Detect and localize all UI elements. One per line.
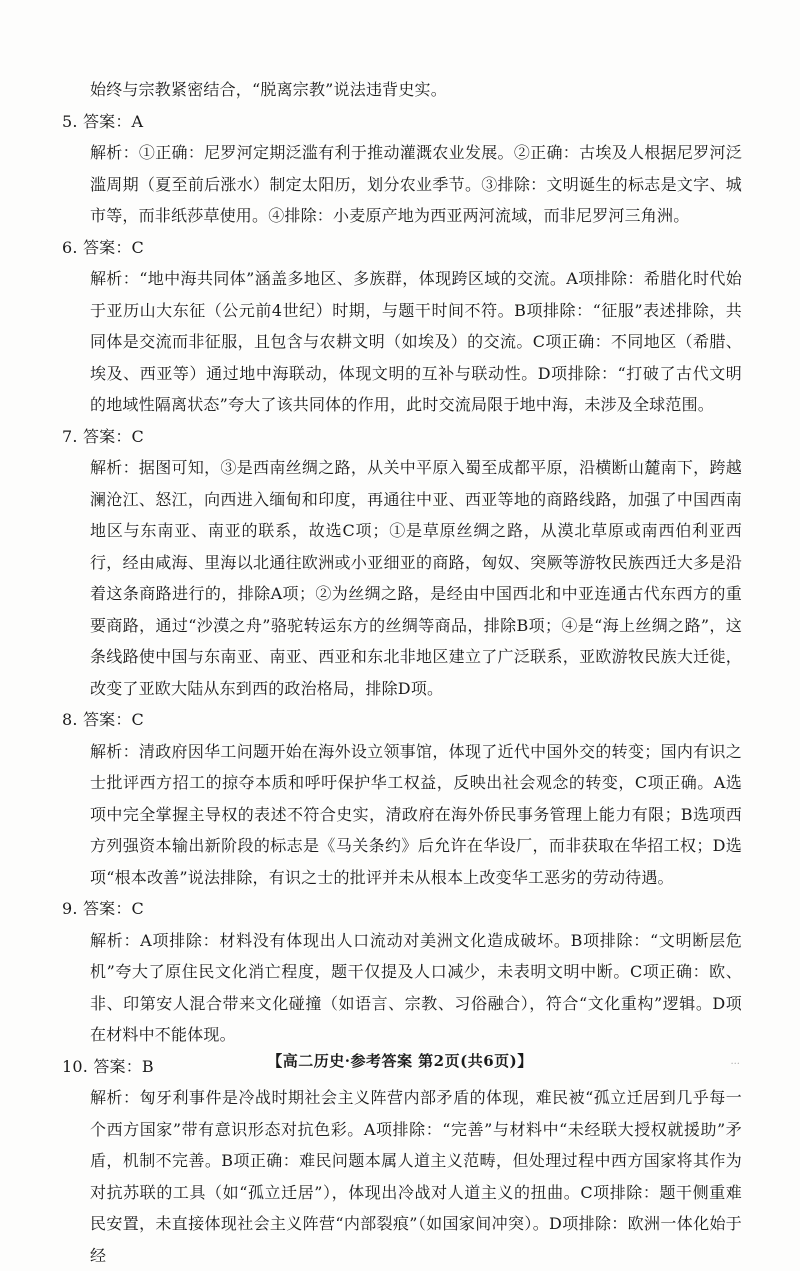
question-5 [62, 106, 742, 232]
answer-line: 9. 答案：C [62, 893, 742, 925]
carryover-paragraph: 始终与宗教紧密结合，“脱离宗教”说法违背史实。 [62, 74, 742, 106]
answer-line: 8. 答案：C [62, 704, 742, 736]
analysis-paragraph: 解析：据图可知，③是西南丝绸之路，从关中平原入蜀至成都平原，沿横断山麓南下，跨越澜沧江、怒江，向西进入缅甸和印度，再通往中亚、西亚等地的商路线路，加强了中国西南地区与东南亚、南亚的联系，故选C项；①是草原丝绸之路，从漠北草原或南西伯利亚西行，经由咸海、里海以北通往欧洲或小亚细亚的商路，匈奴、突厥等游牧民族西迁大多是沿着这条商路进行的，排除A项；②为丝绸之路，是经由中国西北和中亚连通古代东西方的重要商路，通过“沙漠之舟”骆驼转运东方的丝绸等商品，排除B项；④是“海上丝绸之路”，这条线路使中国与东南亚、南亚、西亚和东北非地区建立了广泛联系，亚欧游牧民族大迁徙，改变了亚欧大陆从东到西的政治格局，排除D项。 [62, 452, 742, 704]
question-10 [62, 1051, 742, 1271]
question-6 [62, 232, 742, 421]
answer-line: 6. 答案：C [62, 232, 742, 264]
question-9 [62, 893, 742, 1051]
answer-line: 10. 答案：B [62, 1051, 742, 1083]
page-footer: 【高二历史·参考答案 第2页(共6页)】 [0, 1050, 800, 1071]
answer-content [62, 74, 742, 1271]
question-7 [62, 421, 742, 705]
analysis-paragraph: 解析：清政府因华工问题开始在海外设立领事馆，体现了近代中国外交的转变；国内有识之士批评西方招工的掠夺本质和呼吁保护华工权益，反映出社会观念的转变，C项正确。A选项中完全掌握主导权的表述不符合史实，清政府在海外侨民事务管理上能力有限；B选项西方列强资本输出新阶段的标志是《马关条约》后允许在华设厂，而非获取在华招工权；D选项“根本改善”说法排除，有识之士的批评并未从根本上改变华工恶劣的劳动待遇。 [62, 736, 742, 894]
analysis-paragraph: 解析：A项排除：材料没有体现出人口流动对美洲文化造成破坏。B项排除：“文明断层危机”夸大了原住民文化消亡程度，题干仅提及人口减少，未表明文明中断。C项正确：欧、非、印第安人混合带来文化碰撞（如语言、宗教、习俗融合），符合“文化重构”逻辑。D项在材料中不能体现。 [62, 925, 742, 1051]
answer-line: 7. 答案：C [62, 421, 742, 453]
analysis-paragraph: 解析：①正确：尼罗河定期泛滥有利于推动灌溉农业发展。②正确：古埃及人根据尼罗河泛滥周期（夏至前后涨水）制定太阳历，划分农业季节。③排除：文明诞生的标志是文字、城市等，而非纸莎草使用。④排除：小麦原产地为西亚两河流域，而非尼罗河三角洲。 [62, 137, 742, 232]
analysis-paragraph: 解析：匈牙利事件是冷战时期社会主义阵营内部矛盾的体现，难民被“孤立迁居到几乎每一个西方国家”带有意识形态对抗色彩。A项排除：“完善”与材料中“未经联大授权就援助”矛盾，机制不完善。B项正确：难民问题本属人道主义范畴，但处理过程中西方国家将其作为对抗苏联的工具（如“孤立迁居”），体现出冷战对人道主义的扭曲。C项排除：题干侧重难民安置，未直接体现社会主义阵营“内部裂痕”（如国家间冲突）。D项排除：欧洲一体化始于经 [62, 1082, 742, 1271]
answer-line: 5. 答案：A [62, 106, 742, 138]
corner-mark: ... [730, 1056, 740, 1067]
analysis-paragraph: 解析：“地中海共同体”涵盖多地区、多族群，体现跨区域的交流。A项排除：希腊化时代始于亚历山大东征（公元前4世纪）时期，与题干时间不符。B项排除：“征服”表述排除，共同体是交流而非征服，且包含与农耕文明（如埃及）的交流。C项正确：不同地区（希腊、埃及、西亚等）通过地中海联动，体现文明的互补与联动性。D项排除：“打破了古代文明的地域性隔离状态”夸大了该共同体的作用，此时交流局限于地中海，未涉及全球范围。 [62, 263, 742, 421]
question-8 [62, 704, 742, 893]
